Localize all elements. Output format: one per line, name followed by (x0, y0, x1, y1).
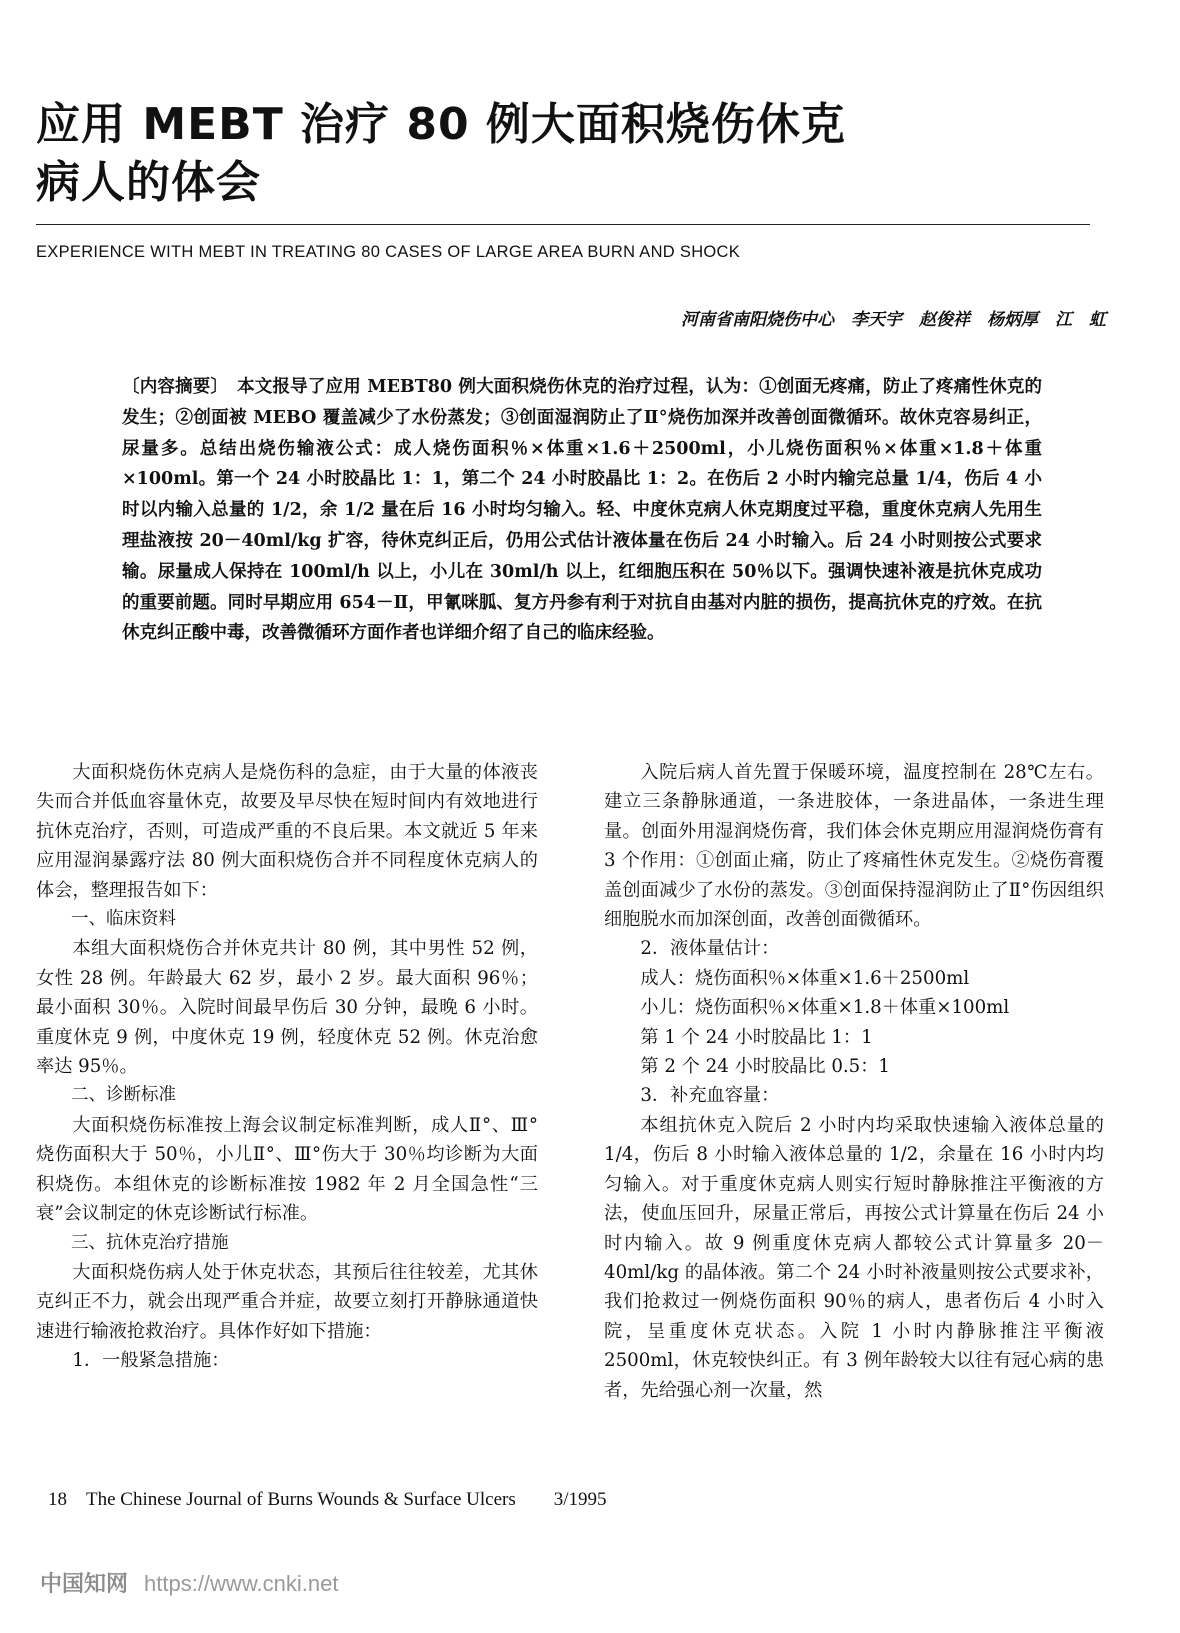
left-column (36, 758, 538, 1376)
title-line-2: 病人的体会 (36, 157, 261, 208)
section-heading-diagnosis: 二、诊断标准 (71, 1085, 176, 1106)
formula-child: 小儿：烧伤面积％×体重×1.8＋体重×100ml (640, 997, 1010, 1019)
subheading-blood-volume: 3．补充血容量： (640, 1085, 780, 1107)
section-heading-treatment: 三、抗休克治疗措施 (71, 1232, 229, 1253)
subheading-fluid-estimate: 2．液体量估计： (640, 938, 780, 960)
intro-paragraph: 大面积烧伤休克病人是烧伤科的急症，由于大量的体液丧失而合并低血容量休克，故要及早尽快在短时间内有效地进行抗休克治疗，否则，可造成严重的不良后果。本文就近 5 年来应用湿润暴露疗法 80 例大面积烧伤合并不同程度休克病人的体会，整理报告如下： (36, 762, 538, 901)
subheading-emergency: 1．一般紧急措施： (72, 1350, 230, 1372)
right-column (604, 758, 1104, 1405)
cnki-url: https://www.cnki.net (144, 1571, 339, 1596)
section-heading-clinical: 一、临床资料 (71, 909, 176, 930)
cnki-logo-text: 中国知网 (40, 1572, 129, 1597)
abstract-label: 〔内容摘要〕 (122, 377, 220, 397)
abstract (122, 372, 1042, 649)
cnki-watermark (40, 1567, 338, 1598)
ratio-first-24h: 第 1 个 24 小时胶晶比 1：1 (640, 1026, 873, 1048)
emergency-paragraph: 入院后病人首先置于保暖环境，温度控制在 28℃左右。建立三条静脉通道，一条进胶体，一条进晶体，一条进生理量。创面外用湿润烧伤膏，我们体会休克期应用湿润烧伤膏有 3 个作用：①创面止痛，防止了疼痛性休克发生。②烧伤膏覆盖创面减少了水份的蒸发。③创面保持湿润防止了Ⅱ°伤因组织细胞脱水而加深创面，改善创面微循环。 (604, 762, 1104, 931)
abstract-text: 本文报导了应用 MEBT80 例大面积烧伤休克的治疗过程，认为：①创面无疼痛，防止了疼痛性休克的发生；②创面被 MEBO 覆盖减少了水份蒸发；③创面湿润防止了Ⅱ°烧伤加深并改善创面微循环。故休克容易纠正，尿量多。总结出烧伤输液公式：成人烧伤面积％×体重×1.6＋2500ml，小儿烧伤面积％×体重×1.8＋体重×100ml。第一个 24 小时胶晶比 1：1，第二个 24 小时胶晶比 1：2。在伤后 2 小时内输完总量 1/4，伤后 4 小时以内输入总量的 1/2，余 1/2 量在后 16 小时均匀输入。轻、中度休克病人休克期度过平稳，重度休克病人先用生理盐液按 20－40ml/kg 扩容，待休克纠正后，仍用公式估计液体量在伤后 24 小时输入。后 24 小时则按公式要求输。尿量成人保持在 100ml/h 以上，小儿在 30ml/h 以上，红细胞压积在 50％以下。强调快速补液是抗休克成功的重要前题。同时早期应用 654－Ⅱ，甲氰咪胍、复方丹参有利于对抗自由基对内脏的损伤，提高抗休克的疗效。在抗休克纠正酸中毒，改善微循环方面作者也详细介绍了自己的临床经验。 (122, 377, 1043, 644)
authors-line: 河南省南阳烧伤中心 李天宇 赵俊祥 杨炳厚 江 虹 (681, 310, 1106, 330)
blood-volume-paragraph: 本组抗休克入院后 2 小时内均采取快速输入液体总量的 1/4，伤后 8 小时输入液体总量的 1/2，余量在 16 小时内均匀输入。对于重度休克病人则实行短时静脉推注平衡液的方法，使血压回升，尿量正常后，再按公式计算量在伤后 24 小时内输入。故 9 例重度休克病人都较公式计算量多 20－40ml/kg 的晶体液。第二个 24 小时补液量则按公式要求补，我们抢救过一例烧伤面积 90％的病人，患者伤后 4 小时入院，呈重度休克状态。入院 1 小时内静脉推注平衡液 2500ml，休克较快纠正。有 3 例年龄较大以往有冠心病的患者，先给强心剂一次量，然 (604, 1114, 1104, 1401)
article-title (36, 96, 936, 212)
title-line-1: 应用 MEBT 治疗 80 例大面积烧伤休克 (36, 99, 846, 150)
english-title: EXPERIENCE WITH MEBT IN TREATING 80 CASES OF LARGE AREA BURN AND SHOCK (36, 243, 741, 261)
page-footer: 18 The Chinese Journal of Burns Wounds & Surface Ulcers 3/1995 (48, 1489, 607, 1510)
ratio-second-24h: 第 2 个 24 小时胶晶比 0.5：1 (640, 1056, 891, 1078)
title-divider (36, 224, 1090, 225)
formula-adult: 成人：烧伤面积％×体重×1.6＋2500ml (640, 967, 970, 989)
clinical-paragraph: 本组大面积烧伤合并休克共计 80 例，其中男性 52 例，女性 28 例。年龄最大 62 岁，最小 2 岁。最大面积 96％；最小面积 30％。入院时间最早伤后 30 分钟，最晚 6 小时。重度休克 9 例，中度休克 19 例，轻度休克 52 例。休克治愈率达 95％。 (36, 938, 538, 1078)
diagnosis-paragraph: 大面积烧伤标准按上海会议制定标准判断，成人Ⅱ°、Ⅲ°烧伤面积大于 50％，小儿Ⅱ°、Ⅲ°伤大于 30％均诊断为大面积烧伤。本组休克的诊断标准按 1982 年 2 月全国急性“三衰”会议制定的休克诊断试行标准。 (36, 1114, 538, 1225)
treatment-paragraph: 大面积烧伤病人处于休克状态，其预后往往较差，尤其休克纠正不力，就会出现严重合并症，故要立刻打开静脉通道快速进行输液抢救治疗。具体作好如下措施： (36, 1261, 538, 1342)
